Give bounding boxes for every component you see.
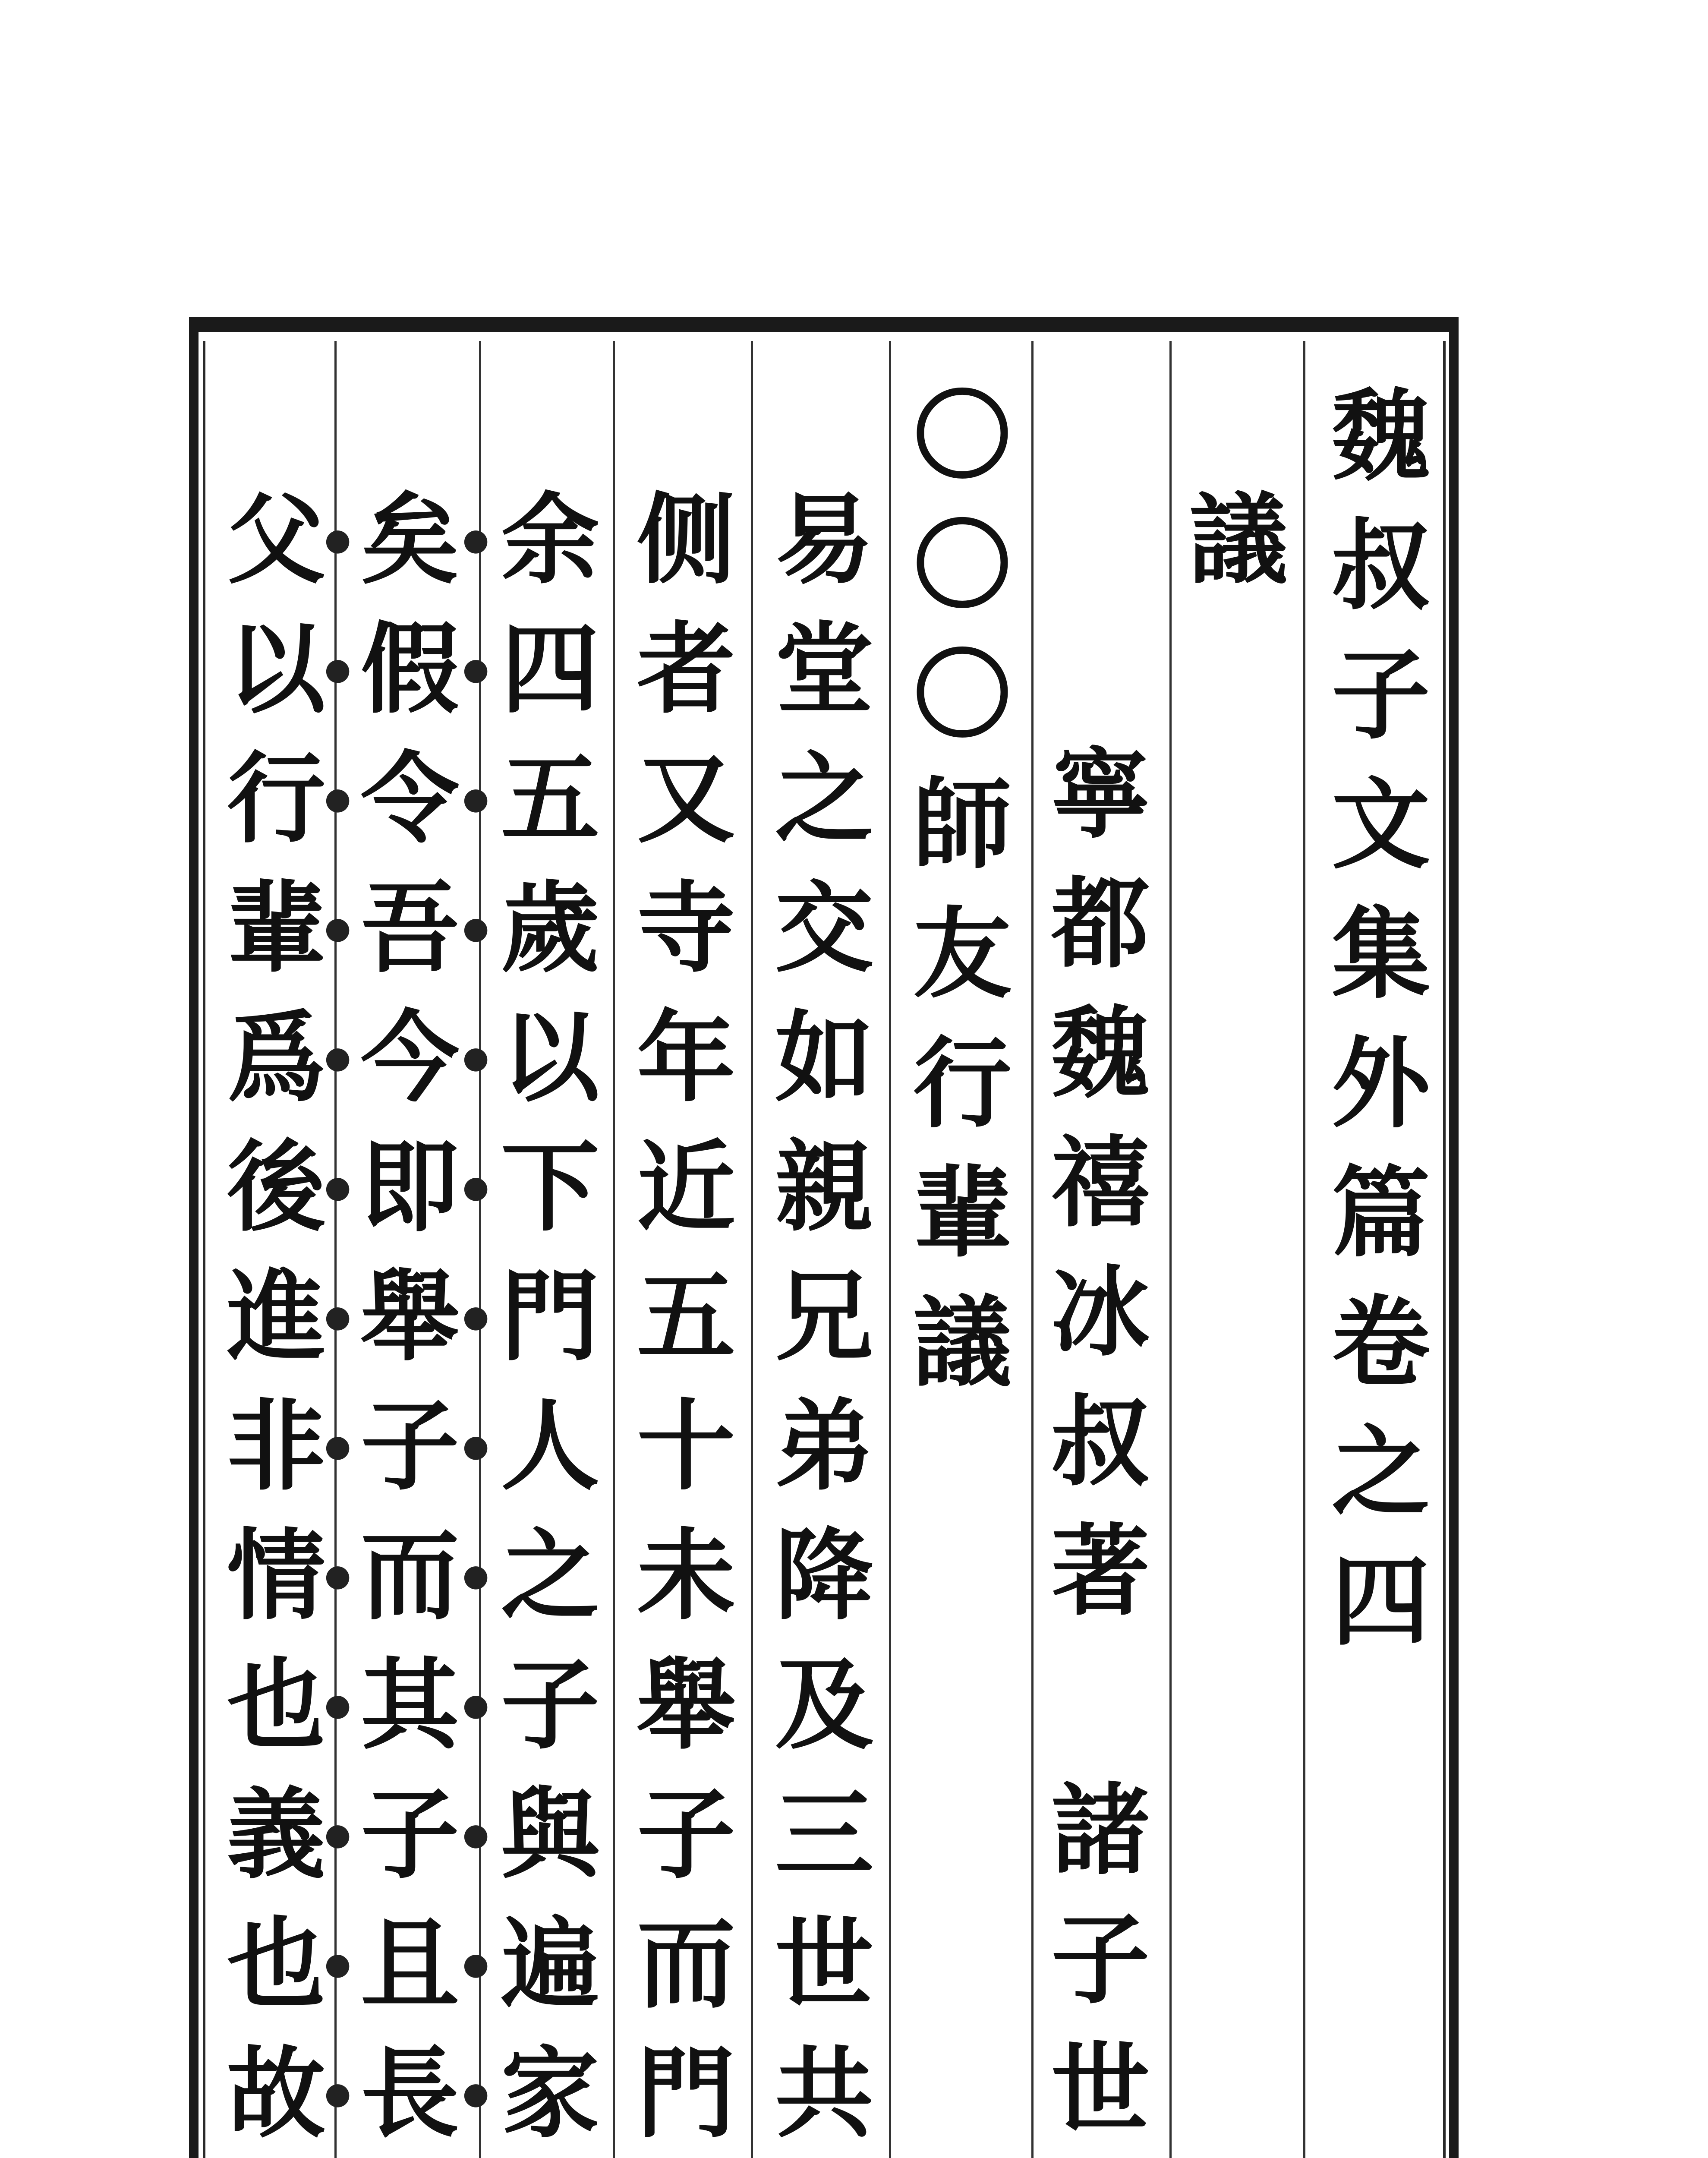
character: 者 xyxy=(637,611,735,727)
column-rule xyxy=(1169,341,1172,2158)
character: 五 xyxy=(637,1259,735,1374)
character: 矣 xyxy=(361,482,459,597)
character: 降 xyxy=(775,1518,873,1633)
character: 師 xyxy=(913,767,1012,882)
character: 長 xyxy=(361,2035,459,2151)
character: 行 xyxy=(227,741,325,856)
character: 子 xyxy=(361,1388,459,1504)
body-column xyxy=(759,475,889,2158)
character: 十 xyxy=(637,1388,735,1504)
essay-title-column xyxy=(898,371,1027,1407)
column-rule xyxy=(889,341,891,2158)
character: 家 xyxy=(501,2035,599,2151)
character: 爲 xyxy=(227,1000,325,1115)
character: 之 xyxy=(1332,1414,1430,1530)
character: 寺 xyxy=(637,870,735,986)
character: 冰 xyxy=(1051,1254,1150,1370)
character: 子 xyxy=(501,1647,599,1763)
character: 而 xyxy=(361,1518,459,1633)
character: 令 xyxy=(361,741,459,856)
character: 及 xyxy=(775,1647,873,1763)
character: 著 xyxy=(1051,1513,1150,1629)
character: 五 xyxy=(501,741,599,856)
character: 如 xyxy=(775,1000,873,1115)
character: 共 xyxy=(775,2035,873,2151)
character: 余 xyxy=(501,482,599,597)
character: 世 xyxy=(1051,2031,1150,2147)
character: 叔 xyxy=(1332,508,1430,623)
character: 篇 xyxy=(1332,1155,1430,1271)
character: 易 xyxy=(775,482,873,597)
section-heading-column xyxy=(1174,475,1303,604)
character: 舉 xyxy=(361,1259,459,1374)
character: 其 xyxy=(361,1647,459,1763)
column-gap xyxy=(1051,1636,1150,1765)
punctuation-marks: ● ● ● ● ● ● ● ● ● ● ● ● ● xyxy=(325,522,351,2111)
character: 今 xyxy=(361,1000,459,1115)
character: 子 xyxy=(1051,1902,1150,2017)
body-column xyxy=(345,475,475,2158)
character: 集 xyxy=(1332,896,1430,1012)
body-column xyxy=(211,475,341,2158)
character: 都 xyxy=(1051,866,1150,981)
book-title-column xyxy=(1316,371,1446,1666)
character: 與 xyxy=(501,1776,599,1892)
character: 行 xyxy=(913,1025,1012,1141)
character: 堂 xyxy=(775,611,873,727)
character: 諸 xyxy=(1051,1772,1150,1888)
authors-column xyxy=(1036,729,1165,2158)
character xyxy=(1051,2154,1150,2158)
character: 情 xyxy=(227,1518,325,1633)
character: 以 xyxy=(501,1000,599,1115)
column-rule xyxy=(1031,341,1034,2158)
character: 〇 xyxy=(913,508,1012,623)
character: 世 xyxy=(775,1906,873,2022)
character: 輩 xyxy=(227,870,325,986)
character: 也 xyxy=(227,1906,325,2022)
character: 也 xyxy=(227,1647,325,1763)
body-column xyxy=(485,475,615,2158)
character: 叔 xyxy=(1051,1384,1150,1499)
character: 輩 xyxy=(913,1155,1012,1271)
character: 子 xyxy=(1332,637,1430,753)
character: 遍 xyxy=(501,1906,599,2022)
character: 吾 xyxy=(361,870,459,986)
character: 而 xyxy=(637,1906,735,2022)
character: 之 xyxy=(501,1518,599,1633)
character: 卷 xyxy=(1332,1284,1430,1400)
character: 義 xyxy=(227,1776,325,1892)
character: 父 xyxy=(227,482,325,597)
character: 交 xyxy=(775,870,873,986)
character: 進 xyxy=(227,1259,325,1374)
character: 子 xyxy=(637,1776,735,1892)
character: 子 xyxy=(361,1776,459,1892)
column-rule xyxy=(751,341,753,2158)
character: 下 xyxy=(501,1129,599,1245)
character: 之 xyxy=(775,741,873,856)
character: 魏 xyxy=(1051,995,1150,1111)
character: 未 xyxy=(637,1518,735,1633)
character: 假 xyxy=(361,611,459,727)
character: 四 xyxy=(501,611,599,727)
character: 親 xyxy=(775,1129,873,1245)
punctuation-marks: ● ● ● ● ● ● ● ● ● ● ● ● ● xyxy=(463,522,489,2111)
character: 侧 xyxy=(637,482,735,597)
character: 且 xyxy=(361,1906,459,2022)
character: 非 xyxy=(227,1388,325,1504)
character: 又 xyxy=(637,741,735,856)
character: 三 xyxy=(775,1776,873,1892)
character: 議 xyxy=(1189,482,1288,597)
character: 議 xyxy=(913,1284,1012,1400)
character: 文 xyxy=(1332,767,1430,882)
character: 歲 xyxy=(501,870,599,986)
column-rule xyxy=(1303,341,1305,2158)
character: 〇 xyxy=(913,378,1012,494)
character: 即 xyxy=(361,1129,459,1245)
character: 門 xyxy=(637,2035,735,2151)
character: 〇 xyxy=(913,637,1012,753)
character: 友 xyxy=(913,896,1012,1012)
character: 四 xyxy=(1332,1543,1430,1659)
character: 以 xyxy=(227,611,325,727)
character: 舉 xyxy=(637,1647,735,1763)
character: 故 xyxy=(227,2035,325,2151)
character: 人 xyxy=(501,1388,599,1504)
character: 弟 xyxy=(775,1388,873,1504)
character: 外 xyxy=(1332,1025,1430,1141)
character: 兄 xyxy=(775,1259,873,1374)
character: 禧 xyxy=(1051,1125,1150,1240)
character: 年 xyxy=(637,1000,735,1115)
character: 後 xyxy=(227,1129,325,1245)
body-column xyxy=(621,475,751,2158)
character: 門 xyxy=(501,1259,599,1374)
character: 近 xyxy=(637,1129,735,1245)
character: 寧 xyxy=(1051,736,1150,852)
character: 魏 xyxy=(1332,378,1430,494)
